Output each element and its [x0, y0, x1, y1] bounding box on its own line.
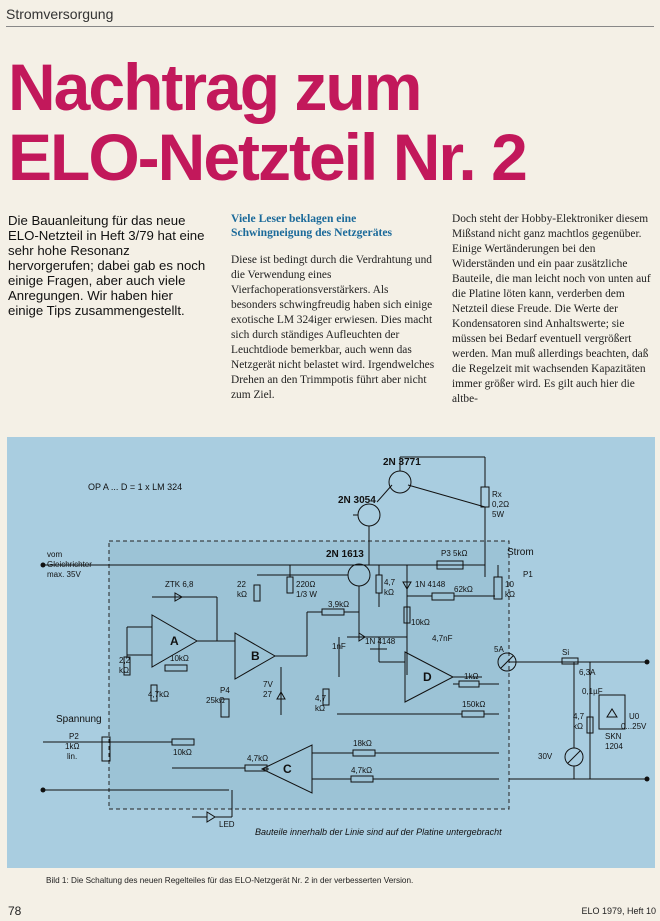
column-3 — [452, 212, 654, 407]
label-si-v: 6,3A — [579, 668, 596, 677]
label-r22k: 22 — [237, 580, 246, 589]
label-30v: 30V — [538, 752, 553, 761]
header-rule — [6, 26, 654, 27]
label-input-3: max. 35V — [47, 570, 81, 579]
label-rx: Rx — [492, 490, 502, 499]
label-r47k-d: 4,7kΩ — [247, 754, 269, 763]
section-label: Stromversorgung — [6, 6, 114, 22]
label-5a: 5A — [494, 645, 504, 654]
label-p1v2: kΩ — [505, 590, 515, 599]
label-d1: 1N 4148 — [415, 580, 446, 589]
label-r22k-a2: kΩ — [119, 666, 129, 675]
label-r47k-f2: kΩ — [573, 722, 583, 731]
column-3-body: Doch steht der Hobby-Elektroniker diesem Mißstand nicht ganz machtlos gegenüber. Einige Wertänderungen bei den Widerständen und ein paar zusätzliche Bauteile, die man leicht noch von unten auf die Platine löten kann, verderben dem Netzteil diese Freude. Die Werte der Kondensatoren sind Anhaltswerte; sie müssen bei Bedarf eventuell vergrößert werden. Man muß allerdings beachten, daß die Regelzeit mit wachsenden Kapazitäten immer größer wird. Es gilt auch hier die altbe- — [452, 213, 651, 405]
label-r47k-e: 4,7kΩ — [351, 766, 373, 775]
page-number: 78 — [8, 904, 22, 918]
label-r220: 220Ω — [296, 580, 316, 589]
label-c47n: 4,7nF — [432, 634, 453, 643]
figure-caption: Bild 1: Die Schaltung des neuen Regelteiles für das ELO-Netzgerät Nr. 2 in der verbesserten Version. — [46, 876, 414, 885]
label-r1k: 1kΩ — [464, 672, 479, 681]
label-u0v: 0...25V — [621, 722, 647, 731]
column-2 — [231, 212, 435, 403]
label-r47k-c2: kΩ — [315, 704, 325, 713]
label-p4: P4 — [220, 686, 230, 695]
label-c01: 0,1µF — [582, 687, 603, 696]
label-p2v2: lin. — [67, 752, 78, 761]
label-t1: 2N 3771 — [383, 457, 421, 468]
label-r47k-a2: kΩ — [384, 588, 394, 597]
label-d2: 1N 4148 — [365, 637, 396, 646]
column-2-subhead: Viele Leser beklagen eine Schwingneigung des Netzgerätes — [231, 212, 393, 239]
label-r220-b: 1/3 W — [296, 590, 317, 599]
label-spannung: Spannung — [56, 714, 102, 725]
label-p1v: 10 — [505, 580, 514, 589]
label-u0: U0 — [629, 712, 640, 721]
label-r22k-a: 2,2 — [119, 656, 131, 665]
label-p2: P2 — [69, 732, 79, 741]
label-input-1: vom — [47, 550, 63, 559]
label-z7v2: 27 — [263, 690, 272, 699]
issue-reference: ELO 1979, Heft 10 — [581, 906, 656, 916]
label-strom: Strom — [507, 547, 534, 558]
circuit-schematic — [7, 437, 655, 868]
label-r150k: 150kΩ — [462, 700, 486, 709]
label-r62k: 62kΩ — [454, 585, 473, 594]
label-r10k-a: 10kΩ — [170, 654, 189, 663]
label-r10k-v: 10kΩ — [411, 618, 430, 627]
opamp-d: D — [423, 670, 432, 684]
label-r10k-b: 10kΩ — [173, 748, 192, 757]
title-line-1: Nachtrag zum — [8, 50, 421, 124]
label-t2: 2N 3054 — [338, 495, 376, 506]
label-rx-val1: 0,2Ω — [492, 500, 510, 509]
label-r39k: 3,9kΩ — [328, 600, 350, 609]
label-r47k-c: 4,7 — [315, 694, 327, 703]
label-si: Si — [562, 648, 570, 657]
label-r47k-f: 4,7 — [573, 712, 585, 721]
column-2-body: Diese ist bedingt durch die Verdrahtung und die Verwendung eines Vierfachoperationsverstärkers. Als besonders schwingfreudig haben sich einige exotische LM 324iger erwiesen. Dies macht sich durch ständiges Aufleuchten der Leuchtdiode bemerkbar, auch wenn das Netzgerät nicht belastet wird. Irgendwelches Drehen an den Trimmpotis führt aber nicht zum Ziel. — [231, 254, 435, 401]
label-p3: P3 5kΩ — [441, 549, 468, 558]
label-r22k-2: kΩ — [237, 590, 247, 599]
title-line-2: ELO-Netzteil Nr. 2 — [8, 120, 526, 194]
label-p2v: 1kΩ — [65, 742, 80, 751]
label-p4v: 25kΩ — [206, 696, 225, 705]
label-rx-val2: 5W — [492, 510, 504, 519]
label-zener: ZTK 6,8 — [165, 580, 194, 589]
label-skn2: 1204 — [605, 742, 623, 751]
lead-paragraph: Die Bauanleitung für das neue ELO-Netzteil in Heft 3/79 hat eine sehr hohe Resonanz hervorgerufen; dabei gab es noch einige Fragen, aber auch viele Anregungen. Wir haben hier einige Tips zusammengestellt. — [8, 213, 206, 318]
label-z7v: 7V — [263, 680, 273, 689]
opamp-note: OP A ... D = 1 x LM 324 — [88, 482, 183, 492]
label-input-2: Gleichrichter — [47, 560, 92, 569]
opamp-a: A — [170, 634, 179, 648]
label-skn: SKN — [605, 732, 622, 741]
opamp-b: B — [251, 649, 260, 663]
label-p1: P1 — [523, 570, 533, 579]
board-note: Bauteile innerhalb der Linie sind auf der Platine untergebracht — [255, 827, 502, 837]
label-c1n: 1nF — [332, 642, 346, 651]
opamp-c: C — [283, 762, 292, 776]
label-r47k-b: 4,7kΩ — [148, 690, 170, 699]
label-r18k: 18kΩ — [353, 739, 372, 748]
label-t3: 2N 1613 — [326, 549, 364, 560]
label-led: LED — [219, 820, 235, 829]
label-r47k-a: 4,7 — [384, 578, 396, 587]
